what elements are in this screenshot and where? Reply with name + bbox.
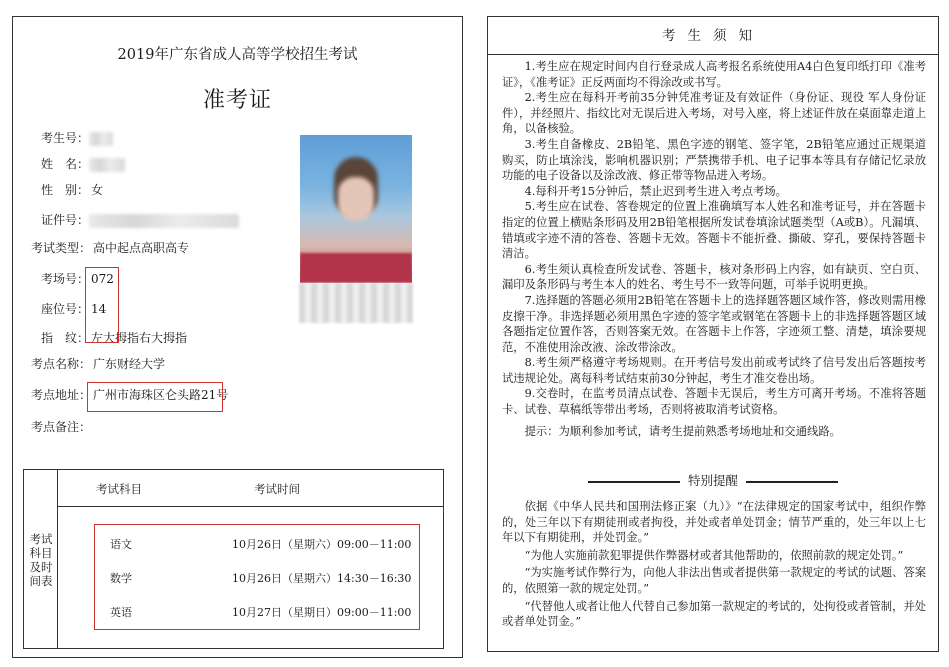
info-label: 证件号： [41, 213, 90, 227]
schedule-subject: 语文 [110, 538, 132, 551]
info-row [31, 239, 189, 256]
info-row [41, 211, 239, 228]
info-label: 姓 名： [41, 157, 90, 171]
info-value: 广东财经大学 [93, 357, 166, 371]
info-value: 女 [91, 183, 104, 197]
info-value: 左大拇指右大拇指 [91, 331, 188, 345]
notice-item: 1.考生应在规定时间内自行登录成人高考报名系统使用A4白色复印纸打印《准考证》，《准考证》正反两面均不得涂改或书写。 [502, 60, 926, 89]
info-value: 广州市海珠区仑头路21号 [93, 388, 229, 402]
redacted-value [89, 132, 113, 146]
info-label: 考点地址： [31, 388, 92, 402]
schedule-side-label-cell [24, 470, 58, 648]
admission-ticket-panel [12, 16, 463, 658]
info-label: 考点备注： [31, 420, 92, 434]
notice-item: 6.考生须认真检查所发试卷、答题卡，核对条形码上内容，如有缺页、空白页、漏印及条形码与考生本人的姓名、考生号不一致等问题，可举手说明更换。 [502, 262, 926, 292]
exam-schedule-table [23, 469, 444, 649]
schedule-side-label: 考试科目及时间表 [29, 532, 53, 588]
notice-item: 5.考生应在试卷、答卷规定的位置上准确填写本人姓名和准考证号，并在答题卡指定的位置上横贴条形码及用2B铅笔根据所发试卷填涂试题类型（A或B）。凡漏填、错填或字迹不清的答卷、答题卡无效。答题卡不能折叠、撕破、穿孔，要保持答题卡清洁。 [502, 200, 926, 261]
warning-body [502, 499, 926, 632]
info-row [31, 418, 93, 435]
warning-title [488, 471, 938, 489]
header-time: 考试时间 [254, 482, 300, 496]
schedule-time: 10月27日（星期日）09:00－11:00 [232, 606, 412, 619]
schedule-subject: 数学 [110, 572, 132, 585]
schedule-time: 10月26日（星期六）14:30－16:30 [232, 572, 412, 585]
notice-title: 考生须知 [488, 17, 938, 55]
room-seat-highlight [85, 267, 119, 343]
candidate-photo [300, 135, 412, 283]
info-label: 考场号： [41, 272, 90, 286]
info-label: 考试类型： [31, 241, 92, 255]
info-label: 考点名称： [31, 357, 92, 371]
notice-body [502, 59, 926, 439]
redacted-value [89, 214, 239, 228]
schedule-subject: 英语 [110, 606, 132, 619]
info-row [41, 181, 103, 198]
info-value: 072 [91, 272, 114, 286]
notice-item: 9.交卷时，在监考员清点试卷、答题卡无误后，考生方可离开考场。不准将答题卡、试卷、草稿纸等带出考场，否则将被取消考试资格。 [502, 387, 926, 417]
rule-right [746, 481, 838, 483]
notice-item: 4.每科开考15分钟后，禁止迟到考生进入考点考场。 [524, 184, 787, 198]
header-subject: 考试科目 [96, 482, 142, 496]
warning-paragraph: “为实施考试作弊行为，向他人非法出售或者提供第一款规定的考试的试题、答案的，依照第一款的规定处罚。” [502, 566, 926, 595]
warning-paragraph: “代替他人或者让他人代替自己参加第一款规定的考试的，处拘役或者管制，并处或者单处罚金。” [502, 599, 926, 629]
warning-paragraph: “为他人实施前款犯罪提供作弊器材或者其他帮助的，依照前款的规定处罚。” [524, 548, 904, 562]
info-label: 性 别： [41, 183, 90, 197]
info-label: 座位号： [41, 302, 90, 316]
notice-item: 7.选择题的答题必须用2B铅笔在答题卡上的选择题答题区域作答，修改则需用橡皮擦干净。非选择题必须用黑色字迹的签字笔或钢笔在答题卡上的非选择题答题区域各题指定位置作答，否则答案无效。在答题卡上作答，字迹须工整、清楚，填涂要规范，不准使用涂改液、涂改带涂改。 [502, 293, 926, 354]
warning-title-text: 特别提醒 [687, 473, 738, 488]
notice-item: 2.考生应在每科开考前35分钟凭准考证及有效证件（身份证、现役 军人身份证件），并经照片、指纹比对无误后进入考场，对号入座，将上述证件放在桌面靠走道上角，以备核验。 [502, 91, 926, 136]
warning-paragraph: 依据《中华人民共和国刑法修正案（九）》“在法律规定的国家考试中，组织作弊的，处三年以下有期徒刑或者拘役，并处或者单处罚金；情节严重的，处三年以上七年以下有期徒刑，并处罚金。” [502, 500, 926, 545]
info-row [31, 355, 165, 372]
info-label: 指 纹： [41, 331, 90, 345]
notice-panel [487, 16, 939, 652]
info-row [41, 155, 125, 172]
notice-tip: 提示：为顺利参加考试，请考生提前熟悉考场地址和交通线路。 [524, 424, 841, 438]
rule-left [588, 481, 680, 483]
schedule-highlight [94, 524, 420, 630]
address-highlight [87, 382, 223, 412]
redacted-value [89, 158, 125, 172]
info-value: 14 [91, 302, 107, 316]
schedule-header [58, 470, 443, 507]
schedule-time: 10月26日（星期六）09:00－11:00 [232, 538, 412, 551]
info-value: 高中起点高职高专 [93, 241, 190, 255]
exam-title: 2019年广东省成人高等学校招生考试 [117, 47, 358, 63]
photo-blur-artifact [299, 283, 413, 323]
notice-items [502, 59, 926, 418]
document-title: 准考证 [202, 88, 272, 113]
info-row [41, 129, 113, 146]
notice-item: 8.考生须严格遵守考场规则。在开考信号发出前或考试终了信号发出后答题按考试违规论处。离每科考试结束前30分钟起，考生才准交卷出场。 [502, 356, 926, 385]
notice-item: 3.考生自备橡皮、2B铅笔、黑色字迹的钢笔、签字笔，2B铅笔应通过正规渠道购买，防止填涂浅，影响机器识别；严禁携带手机、电子记事本等具有存储记忆录放功能的电子设备以及涂改液、修正带等物品进入考场。 [502, 137, 926, 183]
info-label: 考生号： [41, 131, 90, 145]
